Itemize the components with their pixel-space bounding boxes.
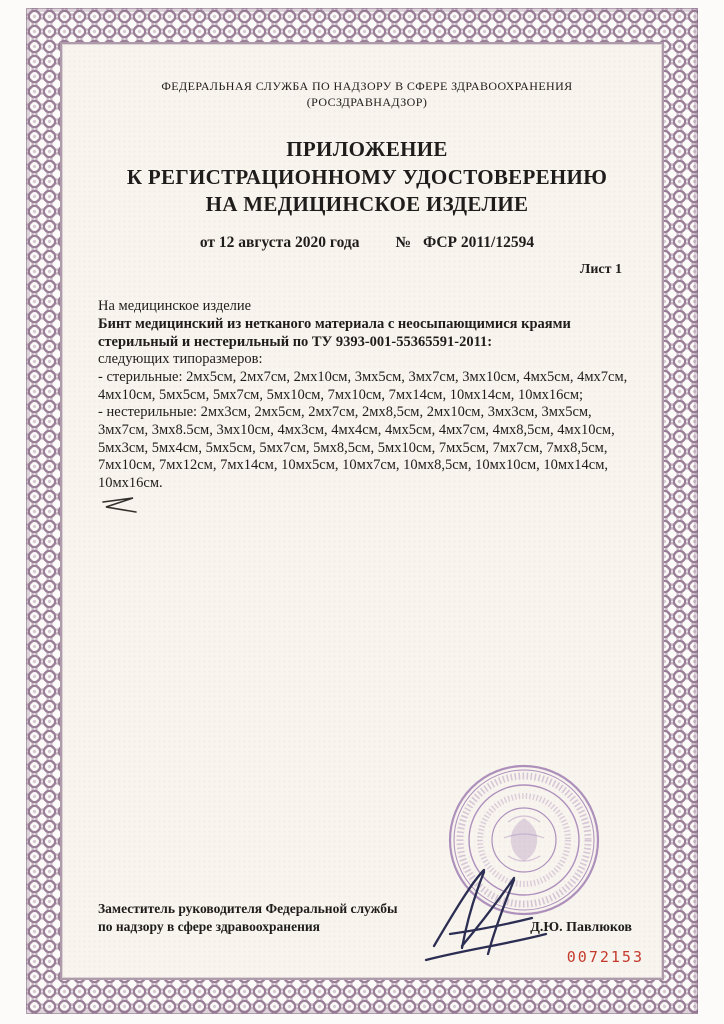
signature-block bbox=[98, 900, 636, 936]
agency-header bbox=[98, 78, 636, 110]
registration-line bbox=[98, 234, 636, 252]
signer-title-line-1: Заместитель руководителя Федеральной службы bbox=[98, 900, 398, 916]
title-line-2: К РЕГИСТРАЦИОННОМУ УДОСТОВЕРЕНИЮ bbox=[126, 164, 608, 189]
sizes-intro: следующих типоразмеров: bbox=[98, 351, 263, 368]
serial-number: 0072153 bbox=[566, 948, 644, 966]
product-name: Бинт медицинский из нетканого материала с неосыпающимися краями стерильный и нестерильный по ТУ 9393-001-55365591-2011: bbox=[98, 315, 571, 350]
nonsterile-sizes-list: - нестерильные: 2мх3см, 2мх5см, 2мх7см, 2мх8,5см, 2мх10см, 3мх3см, 3мх5см, 3мх7см, 3мх8.5см, 3мх10см, 4мх3см, 4мх4см, 4мх5см, 4мх7см, 4мх8,5см, 4мх10см, 5мх3см, 5мх4см, 5мх5см, 5мх7см, 5мх8,5см, 5мх10см, 7мх5см, 7мх7см, 7мх8,5см, 7мх10см, 7мх12см, 7мх14см, 10мх5см, 10мх7см, 10мх8,5см, 10мх10см, 10мх14см, 10мх16см. bbox=[98, 404, 615, 492]
document-content bbox=[62, 44, 662, 516]
signer-name: Д.Ю. Павлюков bbox=[530, 920, 632, 935]
agency-short-name: (РОСЗДРАВНАДЗОР) bbox=[306, 95, 428, 110]
title-line-3: НА МЕДИЦИНСКОЕ ИЗДЕЛИЕ bbox=[205, 191, 529, 216]
title-line-1: ПРИЛОЖЕНИЕ bbox=[286, 137, 448, 162]
registration-number: ФСР 2011/12594 bbox=[423, 234, 535, 252]
number-sign: № bbox=[395, 234, 412, 252]
document-paper bbox=[60, 42, 664, 980]
signer-title bbox=[98, 900, 398, 936]
document-title bbox=[98, 136, 636, 218]
agency-name: ФЕДЕРАЛЬНАЯ СЛУЖБА ПО НАДЗОРУ В СФЕРЕ ЗДРАВООХРАНЕНИЯ bbox=[161, 79, 573, 93]
sheet-number: Лист 1 bbox=[579, 262, 622, 278]
registration-number-group bbox=[395, 234, 534, 252]
signer-title-line-2: по надзору в сфере здравоохранения bbox=[98, 918, 320, 934]
intro-line: На медицинское изделие bbox=[98, 298, 252, 315]
sterile-sizes-list: - стерильные: 2мх5см, 2мх7см, 2мх10см, 3мх5см, 3мх7см, 3мх10см, 4мх5см, 4мх7см, 4мх10см, 5мх5см, 5мх7см, 5мх10см, 7мх10см, 7мх14см, 10мх14см, 10мх16см; bbox=[98, 369, 628, 403]
end-of-text-mark bbox=[100, 496, 140, 516]
registration-date: от 12 августа 2020 года bbox=[199, 234, 360, 252]
body-text bbox=[98, 298, 636, 516]
